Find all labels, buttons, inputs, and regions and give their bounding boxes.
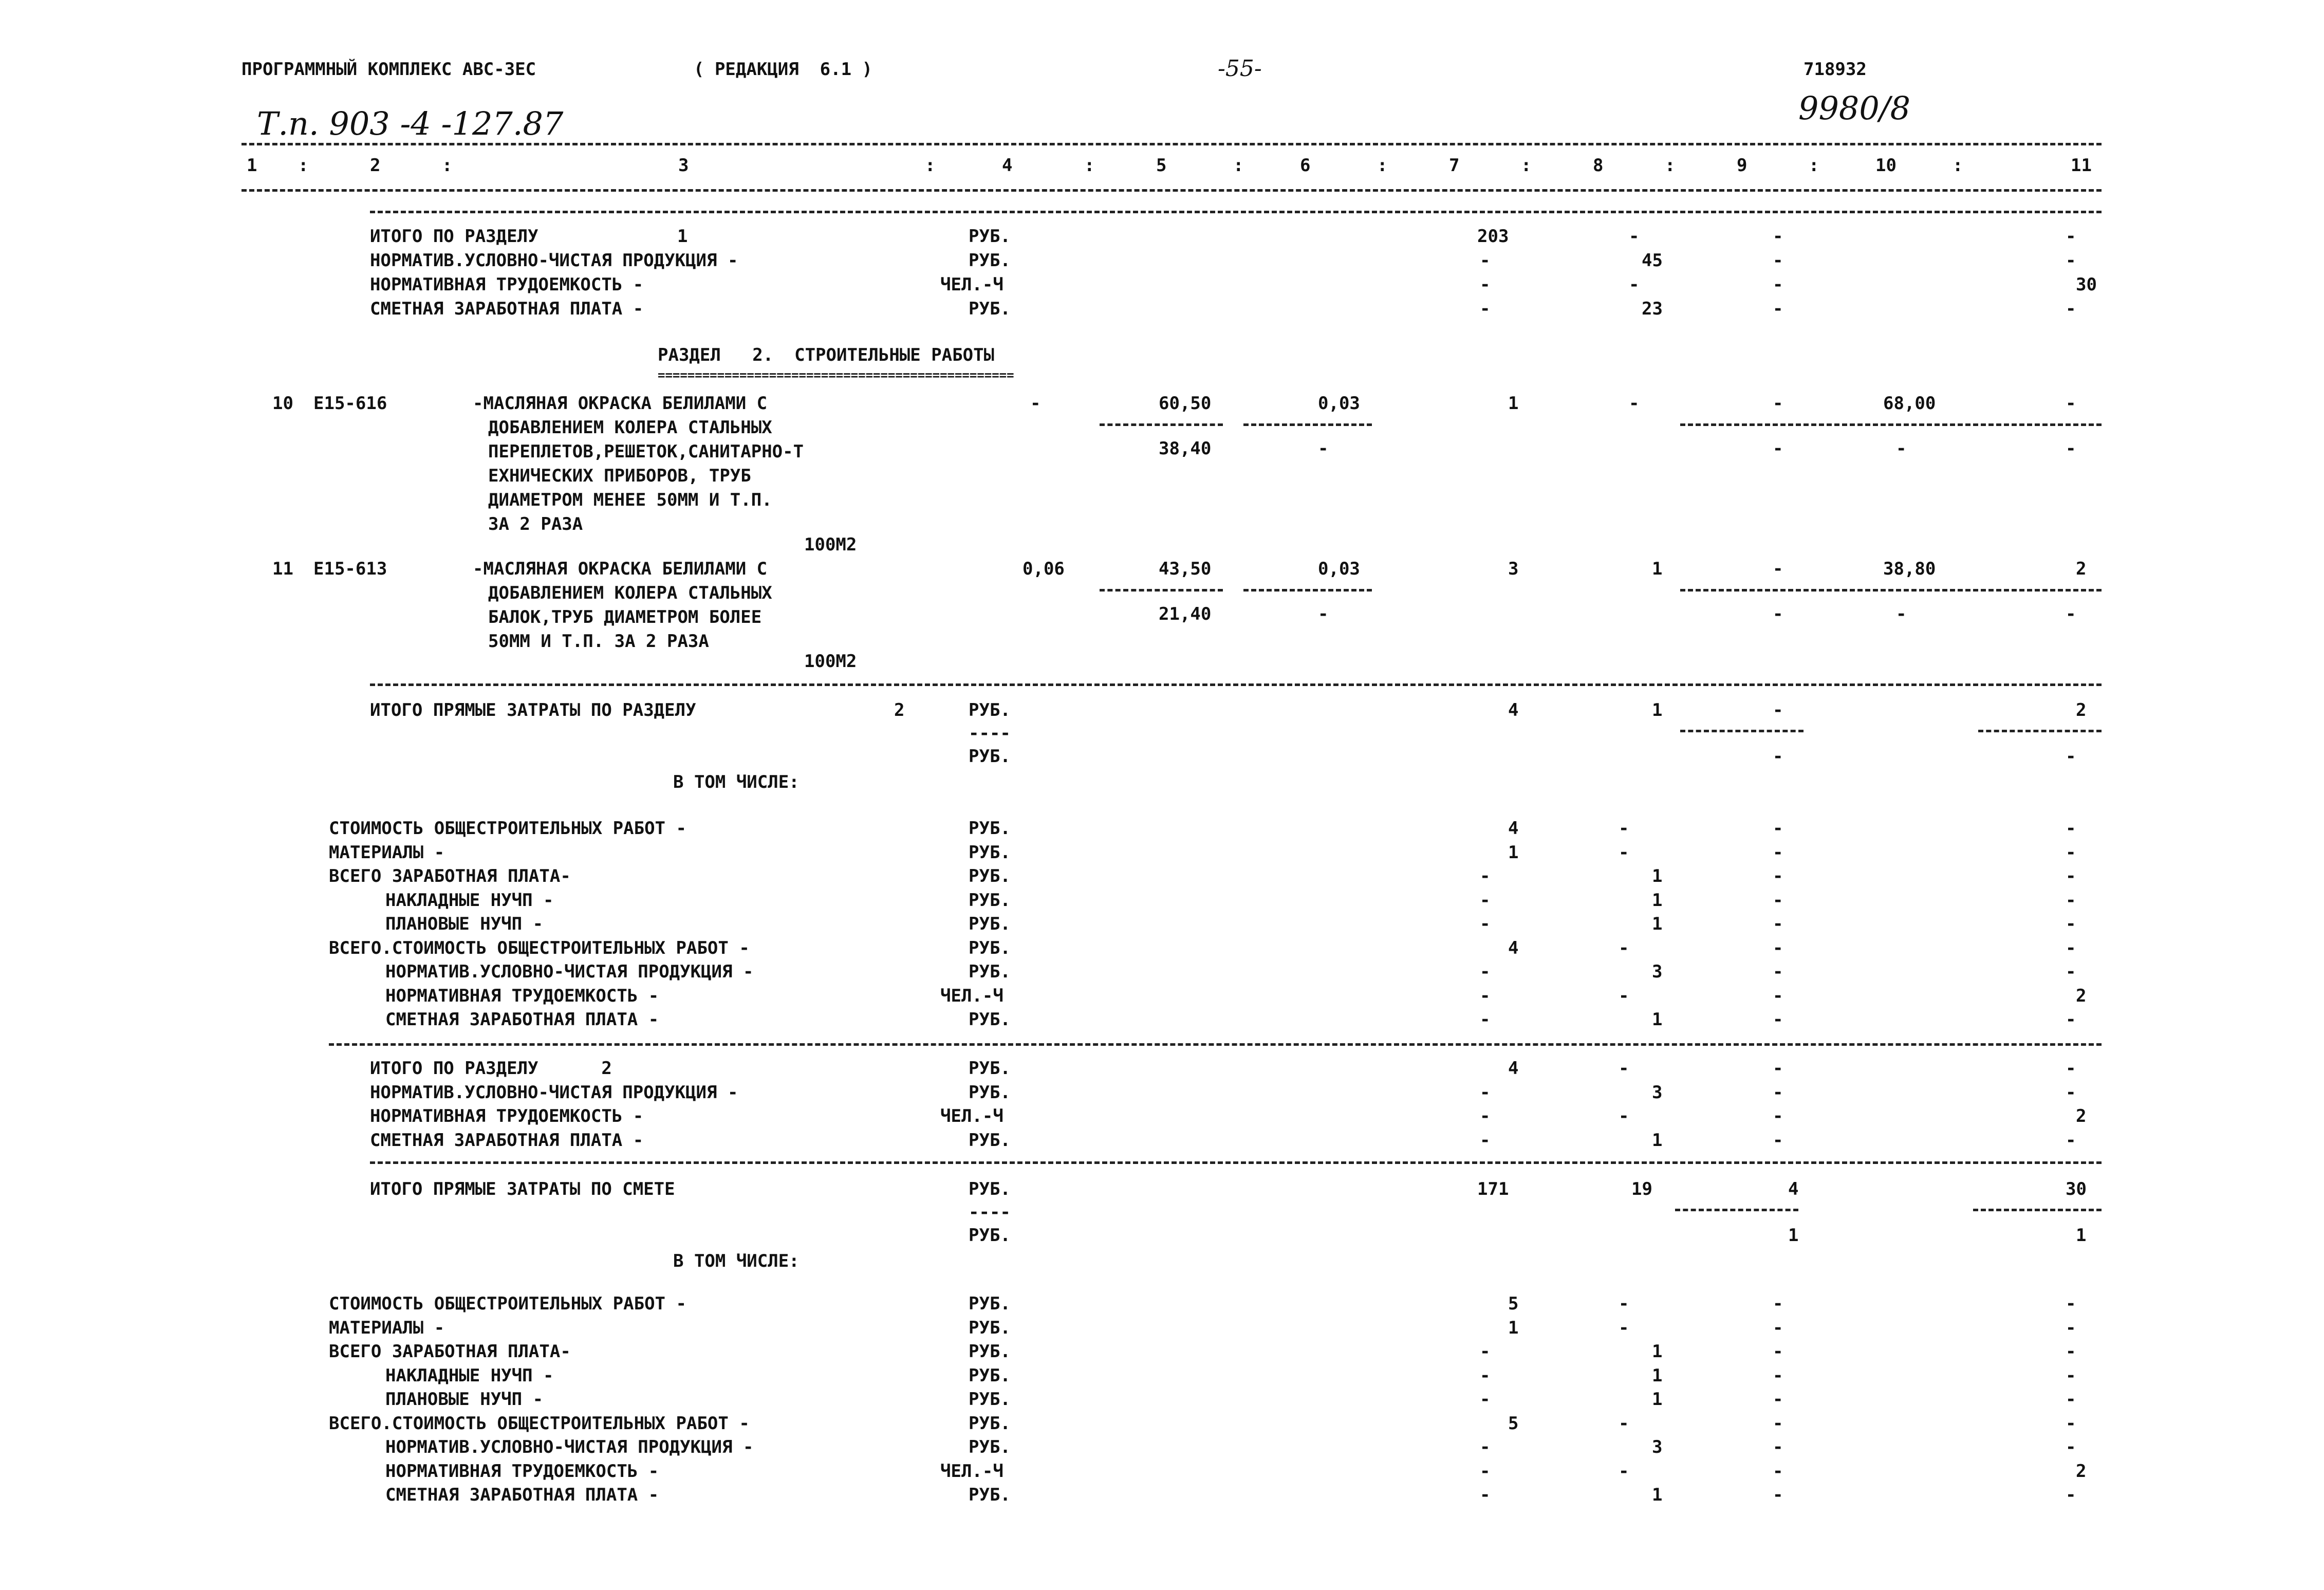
row-col7: 5 bbox=[1508, 1413, 1519, 1434]
est-label: ИТОГО ПРЯМЫЕ ЗАТРАТЫ ПО СМЕТЕ bbox=[370, 1179, 675, 1199]
row-col8: 3 bbox=[1652, 1437, 1663, 1457]
row-unit: РУБ. bbox=[969, 1341, 1011, 1362]
row-col7: 1 bbox=[1508, 1317, 1519, 1338]
row-label: НОРМАТИВНАЯ ТРУДОЕМКОСТЬ - bbox=[385, 985, 659, 1006]
row-col8: - bbox=[1619, 1293, 1629, 1314]
row-col7: - bbox=[1480, 914, 1491, 934]
row-col7: 1 bbox=[1508, 842, 1519, 863]
item11-c11b: - bbox=[2066, 604, 2076, 624]
row-col7: - bbox=[1480, 1082, 1491, 1103]
est-v8: 19 bbox=[1631, 1179, 1652, 1199]
column-separator: : bbox=[1084, 155, 1095, 176]
item11-c8: 1 bbox=[1652, 559, 1663, 579]
est-v7: 171 bbox=[1477, 1179, 1509, 1199]
item11-c5b: 21,40 bbox=[1159, 604, 1212, 624]
s1-v8a: - bbox=[1629, 226, 1640, 247]
s2d-label: ИТОГО ПРЯМЫЕ ЗАТРАТЫ ПО РАЗДЕЛУ bbox=[370, 700, 696, 720]
row-col8: - bbox=[1619, 1317, 1629, 1338]
item10-d6: ЗА 2 РАЗА bbox=[488, 514, 583, 534]
row-col11: - bbox=[2066, 1130, 2076, 1151]
row-col8: - bbox=[1619, 985, 1629, 1006]
row-col11: - bbox=[2066, 1058, 2076, 1079]
row-col8: - bbox=[1619, 842, 1629, 863]
rule-sec2-direct-top bbox=[370, 683, 2102, 686]
s1-v7c: - bbox=[1480, 274, 1491, 295]
row-col9: - bbox=[1773, 1058, 1783, 1079]
row-label: МАТЕРИАЛЫ - bbox=[329, 842, 445, 863]
item10-right-rule bbox=[1680, 423, 2102, 426]
row-col8: 1 bbox=[1652, 914, 1663, 934]
row-col11: - bbox=[2066, 866, 2076, 886]
row-col7: - bbox=[1480, 890, 1491, 911]
s1-label: ИТОГО ПО РАЗДЕЛУ bbox=[370, 226, 538, 247]
project-handwritten: Т.п. 903 -4 -127.87 bbox=[257, 105, 564, 142]
row-unit: РУБ. bbox=[969, 1389, 1011, 1410]
item10-unit: 100М2 bbox=[804, 534, 857, 555]
column-number: 2 bbox=[370, 155, 381, 176]
column-number: 7 bbox=[1449, 155, 1460, 176]
s1-v9: - bbox=[1773, 226, 1783, 247]
item10-d4: ЕХНИЧЕСКИХ ПРИБОРОВ, ТРУБ bbox=[488, 466, 751, 486]
s2d-incl: В ТОМ ЧИСЛЕ: bbox=[673, 772, 800, 792]
s2d-v11: 2 bbox=[2076, 700, 2087, 720]
row-label: МАТЕРИАЛЫ - bbox=[329, 1317, 445, 1338]
item10-c9: - bbox=[1773, 393, 1783, 414]
row-col9: - bbox=[1773, 1317, 1783, 1338]
s2d-v11-rule bbox=[1978, 730, 2102, 732]
est-v11: 30 bbox=[2066, 1179, 2087, 1199]
row-unit: РУБ. bbox=[969, 1317, 1011, 1338]
section2-title: РАЗДЕЛ 2. СТРОИТЕЛЬНЫЕ РАБОТЫ bbox=[658, 345, 995, 365]
row-unit: ЧЕЛ.-Ч bbox=[940, 1106, 1003, 1126]
row-col8: 3 bbox=[1652, 962, 1663, 982]
s1-u0: РУБ. bbox=[969, 226, 1011, 247]
row-col7: 5 bbox=[1508, 1293, 1519, 1314]
row-label: ПЛАНОВЫЕ НУЧП - bbox=[385, 1389, 544, 1410]
program-title: ПРОГРАММНЫЙ КОМПЛЕКС АВС-3ЕС bbox=[241, 59, 536, 80]
row-col7: - bbox=[1480, 1009, 1491, 1030]
item11-c10: 38,80 bbox=[1883, 559, 1936, 579]
row-col11: - bbox=[2066, 914, 2076, 934]
est-v11b: 1 bbox=[2076, 1225, 2087, 1246]
s1-u3: РУБ. bbox=[969, 299, 1011, 319]
row-col8: 1 bbox=[1652, 1389, 1663, 1410]
s2d-v9-rule bbox=[1680, 730, 1804, 732]
row-unit: РУБ. bbox=[969, 1365, 1011, 1386]
item11-c4: 0,06 bbox=[1022, 559, 1065, 579]
row-col9: - bbox=[1773, 985, 1783, 1006]
row-label: НОРМАТИВНАЯ ТРУДОЕМКОСТЬ - bbox=[385, 1460, 659, 1482]
item10-c5-rule bbox=[1100, 423, 1223, 426]
row-col11: - bbox=[2066, 1341, 2076, 1362]
item11-unit: 100М2 bbox=[804, 651, 857, 672]
row-col8: 1 bbox=[1652, 1365, 1663, 1386]
s2d-sep: ---- bbox=[969, 723, 1011, 744]
row-unit: РУБ. bbox=[969, 1058, 1011, 1079]
item11-c11: 2 bbox=[2076, 559, 2087, 579]
row-label: ВСЕГО ЗАРАБОТНАЯ ПЛАТА- bbox=[329, 1341, 571, 1362]
column-number: 11 bbox=[2071, 155, 2092, 176]
item10-c6a: 0,03 bbox=[1318, 393, 1360, 414]
row-unit: РУБ. bbox=[969, 1437, 1011, 1457]
s1-v9c: - bbox=[1773, 274, 1783, 295]
row-col7: - bbox=[1480, 1341, 1491, 1362]
row-col11: 2 bbox=[2076, 1460, 2087, 1482]
est-v11-rule bbox=[1973, 1209, 2102, 1211]
column-separator: : bbox=[442, 155, 453, 176]
row-col7: - bbox=[1480, 985, 1491, 1006]
row-col8: 1 bbox=[1652, 1130, 1663, 1151]
est-sep: ---- bbox=[969, 1202, 1011, 1223]
row-col9: - bbox=[1773, 1009, 1783, 1030]
est-u2: РУБ. bbox=[969, 1225, 1011, 1246]
column-separator: : bbox=[1953, 155, 1963, 176]
row-col11: - bbox=[2066, 890, 2076, 911]
s2d-v11b: - bbox=[2066, 746, 2076, 767]
row-unit: РУБ. bbox=[969, 890, 1011, 911]
column-number: 3 bbox=[678, 155, 689, 176]
item11-c5a: 43,50 bbox=[1159, 559, 1212, 579]
row-col11: - bbox=[2066, 937, 2076, 958]
row-col8: 1 bbox=[1652, 1485, 1663, 1505]
s2d-num: 2 bbox=[894, 700, 905, 720]
row-col7: 4 bbox=[1508, 937, 1519, 958]
row-col8: - bbox=[1619, 937, 1629, 958]
row-label: НАКЛАДНЫЕ НУЧП - bbox=[385, 1365, 554, 1386]
s1-u2: ЧЕЛ.-Ч bbox=[940, 274, 1003, 295]
row-col8: 1 bbox=[1652, 1009, 1663, 1030]
item11-c10b: - bbox=[1896, 604, 1907, 624]
document-code: 718932 bbox=[1804, 59, 1867, 80]
row-col8: - bbox=[1619, 818, 1629, 839]
row-unit: РУБ. bbox=[969, 1413, 1011, 1434]
item11-d4: 50ММ И Т.П. ЗА 2 РАЗА bbox=[488, 631, 709, 652]
item11-d1: -МАСЛЯНАЯ ОКРАСКА БЕЛИЛАМИ С bbox=[473, 559, 768, 579]
row-col7: - bbox=[1480, 962, 1491, 982]
row-label: СМЕТНАЯ ЗАРАБОТНАЯ ПЛАТА - bbox=[385, 1009, 659, 1030]
row-unit: РУБ. bbox=[969, 866, 1011, 886]
item11-c6b: - bbox=[1318, 604, 1329, 624]
item11-code: Е15-613 bbox=[313, 559, 387, 579]
s1-l1: НОРМАТИВ.УСЛОВНО-ЧИСТАЯ ПРОДУКЦИЯ - bbox=[370, 250, 738, 271]
item10-c4: - bbox=[1030, 393, 1041, 414]
edition-label: ( РЕДАКЦИЯ 6.1 ) bbox=[694, 59, 872, 80]
column-number: 5 bbox=[1156, 155, 1167, 176]
item10-c8: - bbox=[1629, 393, 1640, 414]
row-col7: - bbox=[1480, 1460, 1491, 1482]
item11-d2: ДОБАВЛЕНИЕМ КОЛЕРА СТАЛЬНЫХ bbox=[488, 583, 772, 603]
item10-c5b: 38,40 bbox=[1159, 438, 1212, 459]
row-col11: - bbox=[2066, 1293, 2076, 1314]
item11-c6-rule bbox=[1243, 589, 1372, 591]
row-col9: - bbox=[1773, 818, 1783, 839]
row-label: СМЕТНАЯ ЗАРАБОТНАЯ ПЛАТА - bbox=[370, 1130, 644, 1151]
section2-underline: ================================================ bbox=[658, 368, 1014, 382]
row-col8: 1 bbox=[1652, 866, 1663, 886]
row-col11: - bbox=[2066, 842, 2076, 863]
row-col7: 4 bbox=[1508, 818, 1519, 839]
row-col7: - bbox=[1480, 866, 1491, 886]
row-col9: - bbox=[1773, 962, 1783, 982]
s2d-v9b: - bbox=[1773, 746, 1783, 767]
column-number: 8 bbox=[1593, 155, 1604, 176]
row-col11: - bbox=[2066, 962, 2076, 982]
item10-code: Е15-616 bbox=[313, 393, 387, 414]
s1-v9d: - bbox=[1773, 299, 1783, 319]
item10-c10: 68,00 bbox=[1883, 393, 1936, 414]
rule-top bbox=[241, 143, 2102, 145]
column-number: 4 bbox=[1002, 155, 1013, 176]
s1-v7d: - bbox=[1480, 299, 1491, 319]
s1-v11-dash2: - bbox=[2066, 299, 2076, 319]
column-number: 10 bbox=[1875, 155, 1897, 176]
s2d-u1: РУБ. bbox=[969, 700, 1011, 720]
est-v9-rule bbox=[1675, 1209, 1798, 1211]
column-number: 6 bbox=[1300, 155, 1311, 176]
s1-v7b: - bbox=[1480, 250, 1491, 271]
s1-v11b: 30 bbox=[2076, 274, 2097, 295]
row-label: ВСЕГО.СТОИМОСТЬ ОБЩЕСТРОИТЕЛЬНЫХ РАБОТ - bbox=[329, 937, 750, 958]
row-col11: - bbox=[2066, 1485, 2076, 1505]
row-label: НОРМАТИВ.УСЛОВНО-ЧИСТАЯ ПРОДУКЦИЯ - bbox=[385, 1437, 754, 1457]
row-label: НОРМАТИВ.УСЛОВНО-ЧИСТАЯ ПРОДУКЦИЯ - bbox=[370, 1082, 738, 1103]
row-col9: - bbox=[1773, 1485, 1783, 1505]
item10-d1: -МАСЛЯНАЯ ОКРАСКА БЕЛИЛАМИ С bbox=[473, 393, 768, 414]
item10-d3: ПЕРЕПЛЕТОВ,РЕШЕТОК,САНИТАРНО-Т bbox=[488, 441, 804, 462]
row-col8: 1 bbox=[1652, 1341, 1663, 1362]
row-col9: - bbox=[1773, 1293, 1783, 1314]
row-label: НАКЛАДНЫЕ НУЧП - bbox=[385, 890, 554, 911]
row-label: СМЕТНАЯ ЗАРАБОТНАЯ ПЛАТА - bbox=[385, 1485, 659, 1505]
sheet-number-handwritten: 9980/8 bbox=[1798, 89, 1911, 127]
item10-d5: ДИАМЕТРОМ МЕНЕЕ 50ММ И Т.П. bbox=[488, 490, 772, 510]
item10-c7: 1 bbox=[1508, 393, 1519, 414]
item11-c5-rule bbox=[1100, 589, 1223, 591]
rule-section1-top bbox=[370, 211, 2102, 213]
row-label: ПЛАНОВЫЕ НУЧП - bbox=[385, 914, 544, 934]
row-col9: - bbox=[1773, 1413, 1783, 1434]
row-unit: РУБ. bbox=[969, 1293, 1011, 1314]
item10-num: 10 bbox=[272, 393, 293, 414]
row-unit: РУБ. bbox=[969, 1082, 1011, 1103]
rule-header-bottom bbox=[241, 189, 2102, 192]
row-col9: - bbox=[1773, 1341, 1783, 1362]
s1-l3: СМЕТНАЯ ЗАРАБОТНАЯ ПЛАТА - bbox=[370, 299, 644, 319]
est-u1: РУБ. bbox=[969, 1179, 1011, 1199]
row-col9: - bbox=[1773, 1365, 1783, 1386]
row-col9: - bbox=[1773, 866, 1783, 886]
item11-num: 11 bbox=[272, 559, 293, 579]
row-col8: - bbox=[1619, 1106, 1629, 1126]
column-separator: : bbox=[1233, 155, 1244, 176]
row-col9: - bbox=[1773, 890, 1783, 911]
row-label: ВСЕГО.СТОИМОСТЬ ОБЩЕСТРОИТЕЛЬНЫХ РАБОТ - bbox=[329, 1413, 750, 1434]
s1-v8d: 23 bbox=[1642, 299, 1663, 319]
page-number: -55- bbox=[1218, 56, 1262, 82]
row-unit: РУБ. bbox=[969, 962, 1011, 982]
row-col9: - bbox=[1773, 1130, 1783, 1151]
row-label: ИТОГО ПО РАЗДЕЛУ 2 bbox=[370, 1058, 612, 1079]
s1-num: 1 bbox=[677, 226, 688, 247]
row-col7: - bbox=[1480, 1485, 1491, 1505]
row-unit: ЧЕЛ.-Ч bbox=[940, 985, 1003, 1006]
item11-c9b: - bbox=[1773, 604, 1783, 624]
s2d-u2: РУБ. bbox=[969, 746, 1011, 767]
column-number: 1 bbox=[247, 155, 257, 176]
row-col9: - bbox=[1773, 1389, 1783, 1410]
row-col9: - bbox=[1773, 842, 1783, 863]
s1-u1: РУБ. bbox=[969, 250, 1011, 271]
row-col11: - bbox=[2066, 1389, 2076, 1410]
row-label: СТОИМОСТЬ ОБЩЕСТРОИТЕЛЬНЫХ РАБОТ - bbox=[329, 1293, 686, 1314]
row-col11: - bbox=[2066, 1009, 2076, 1030]
row-col11: - bbox=[2066, 1317, 2076, 1338]
column-separator: : bbox=[298, 155, 309, 176]
column-separator: : bbox=[925, 155, 936, 176]
item11-d3: БАЛОК,ТРУБ ДИАМЕТРОМ БОЛЕЕ bbox=[488, 607, 762, 627]
s1-v11a: - bbox=[2066, 226, 2076, 247]
row-col11: - bbox=[2066, 1413, 2076, 1434]
item10-c6b: - bbox=[1318, 438, 1329, 459]
column-separator: : bbox=[1377, 155, 1388, 176]
row-col11: - bbox=[2066, 1365, 2076, 1386]
row-label: ВСЕГО ЗАРАБОТНАЯ ПЛАТА- bbox=[329, 866, 571, 886]
rule-est-direct-top bbox=[370, 1161, 2102, 1164]
item11-c7: 3 bbox=[1508, 559, 1519, 579]
row-unit: РУБ. bbox=[969, 937, 1011, 958]
est-v9: 4 bbox=[1788, 1179, 1799, 1199]
row-col7: - bbox=[1480, 1389, 1491, 1410]
item10-c5a: 60,50 bbox=[1159, 393, 1212, 414]
row-col9: - bbox=[1773, 1106, 1783, 1126]
row-col8: - bbox=[1619, 1413, 1629, 1434]
row-unit: ЧЕЛ.-Ч bbox=[940, 1460, 1003, 1482]
column-separator: : bbox=[1521, 155, 1532, 176]
row-col7: - bbox=[1480, 1106, 1491, 1126]
column-number: 9 bbox=[1737, 155, 1747, 176]
row-col9: - bbox=[1773, 1437, 1783, 1457]
row-unit: РУБ. bbox=[969, 818, 1011, 839]
column-separator: : bbox=[1665, 155, 1676, 176]
row-col9: - bbox=[1773, 1082, 1783, 1103]
item10-c9b: - bbox=[1773, 438, 1783, 459]
row-col11: 2 bbox=[2076, 1106, 2087, 1126]
s1-v9b: - bbox=[1773, 250, 1783, 271]
item10-c10b: - bbox=[1896, 438, 1907, 459]
row-col9: - bbox=[1773, 1460, 1783, 1482]
s1-v8b: 45 bbox=[1642, 250, 1663, 271]
item10-c11: - bbox=[2066, 393, 2076, 414]
column-separator: : bbox=[1809, 155, 1819, 176]
row-col8: - bbox=[1619, 1460, 1629, 1482]
item10-c6-rule bbox=[1243, 423, 1372, 426]
row-col7: - bbox=[1480, 1437, 1491, 1457]
row-label: НОРМАТИВНАЯ ТРУДОЕМКОСТЬ - bbox=[370, 1106, 644, 1126]
s1-v8c: - bbox=[1629, 274, 1640, 295]
row-unit: РУБ. bbox=[969, 1009, 1011, 1030]
item10-c11b: - bbox=[2066, 438, 2076, 459]
row-col8: 3 bbox=[1652, 1082, 1663, 1103]
item10-d2: ДОБАВЛЕНИЕМ КОЛЕРА СТАЛЬНЫХ bbox=[488, 417, 772, 438]
row-col7: - bbox=[1480, 1365, 1491, 1386]
row-unit: РУБ. bbox=[969, 1485, 1011, 1505]
s2d-v8: 1 bbox=[1652, 700, 1663, 720]
row-label: НОРМАТИВ.УСЛОВНО-ЧИСТАЯ ПРОДУКЦИЯ - bbox=[385, 962, 754, 982]
row-unit: РУБ. bbox=[969, 842, 1011, 863]
s2d-v7: 4 bbox=[1508, 700, 1519, 720]
item11-right-rule bbox=[1680, 589, 2102, 591]
s1-l2: НОРМАТИВНАЯ ТРУДОЕМКОСТЬ - bbox=[370, 274, 644, 295]
rule-sec2-total-top bbox=[329, 1043, 2102, 1046]
est-v9b: 1 bbox=[1788, 1225, 1799, 1246]
s1-v7: 203 bbox=[1477, 226, 1509, 247]
row-col7: 4 bbox=[1508, 1058, 1519, 1079]
row-unit: РУБ. bbox=[969, 1130, 1011, 1151]
row-col7: - bbox=[1480, 1130, 1491, 1151]
est-incl: В ТОМ ЧИСЛЕ: bbox=[673, 1251, 800, 1271]
row-col11: - bbox=[2066, 818, 2076, 839]
s2d-v9: - bbox=[1773, 700, 1783, 720]
row-unit: РУБ. bbox=[969, 914, 1011, 934]
row-label: СТОИМОСТЬ ОБЩЕСТРОИТЕЛЬНЫХ РАБОТ - bbox=[329, 818, 686, 839]
row-col9: - bbox=[1773, 937, 1783, 958]
row-col8: 1 bbox=[1652, 890, 1663, 911]
row-col8: - bbox=[1619, 1058, 1629, 1079]
item11-c6a: 0,03 bbox=[1318, 559, 1360, 579]
row-col9: - bbox=[1773, 914, 1783, 934]
s1-v11-dash: - bbox=[2066, 250, 2076, 271]
row-col11: - bbox=[2066, 1437, 2076, 1457]
item11-c9: - bbox=[1773, 559, 1783, 579]
row-col11: - bbox=[2066, 1082, 2076, 1103]
row-col11: 2 bbox=[2076, 985, 2087, 1006]
